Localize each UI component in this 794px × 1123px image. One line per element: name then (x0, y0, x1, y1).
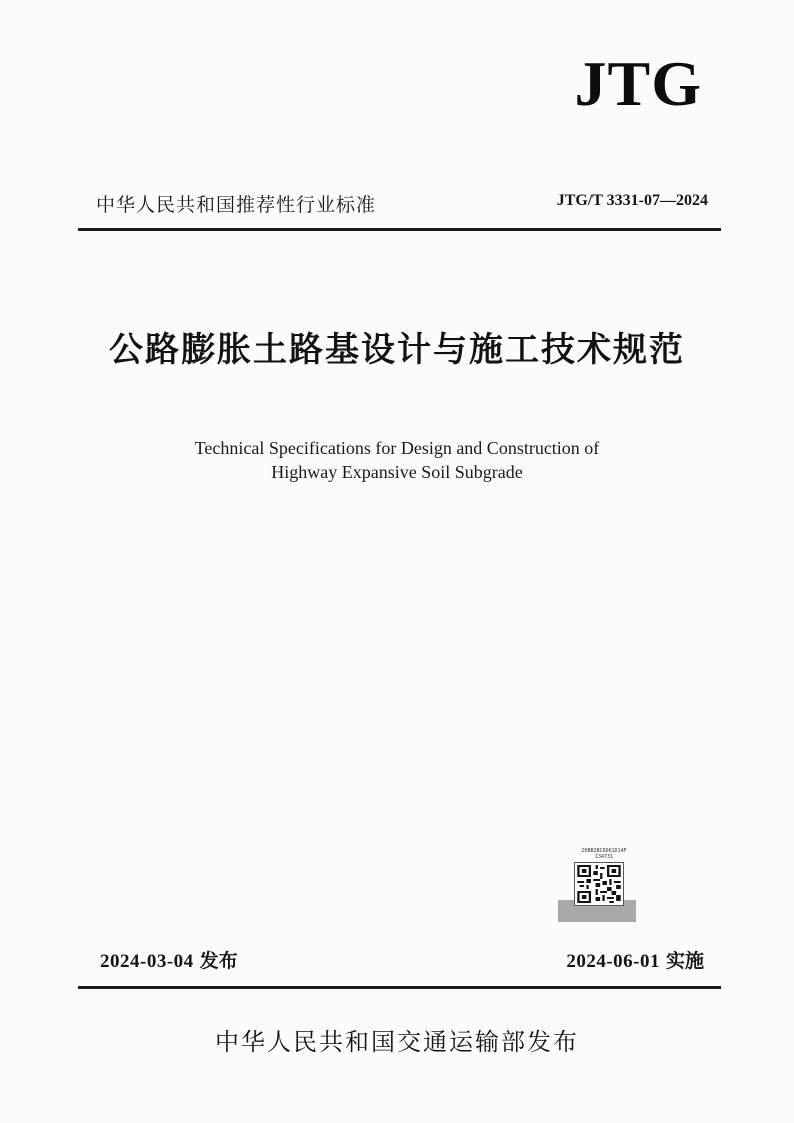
qr-label-line-1: 20BB2BC6D61D14F (581, 848, 627, 854)
qr-label (576, 848, 632, 860)
issue-date-group (100, 946, 238, 973)
standard-category: 中华人民共和国推荐性行业标准 (96, 194, 377, 216)
effective-label: 实施 (665, 950, 704, 972)
effective-date: 2024-06-01 (566, 951, 660, 972)
top-divider (78, 228, 721, 231)
standard-header (96, 190, 708, 218)
bottom-divider (78, 986, 721, 989)
standard-number: JTG/T 3331-07—2024 (556, 192, 708, 209)
qr-label-line-2: 134731 (594, 854, 614, 860)
title-english-line-2: Highway Expansive Soil Subgrade (271, 462, 523, 482)
date-row (100, 946, 704, 974)
publisher: 中华人民共和国交通运输部发布 (215, 1028, 579, 1056)
effective-date-group (566, 946, 704, 973)
issue-date: 2024-03-04 (100, 951, 194, 972)
jtg-logo: JTG (574, 48, 702, 119)
qr-code-icon (574, 862, 624, 906)
title-english (0, 436, 794, 484)
issue-label: 发布 (199, 950, 238, 972)
title-english-line-1: Technical Specifications for Design and Construction of (194, 438, 600, 458)
title-chinese: 公路膨胀土路基设计与施工技术规范 (109, 330, 685, 370)
